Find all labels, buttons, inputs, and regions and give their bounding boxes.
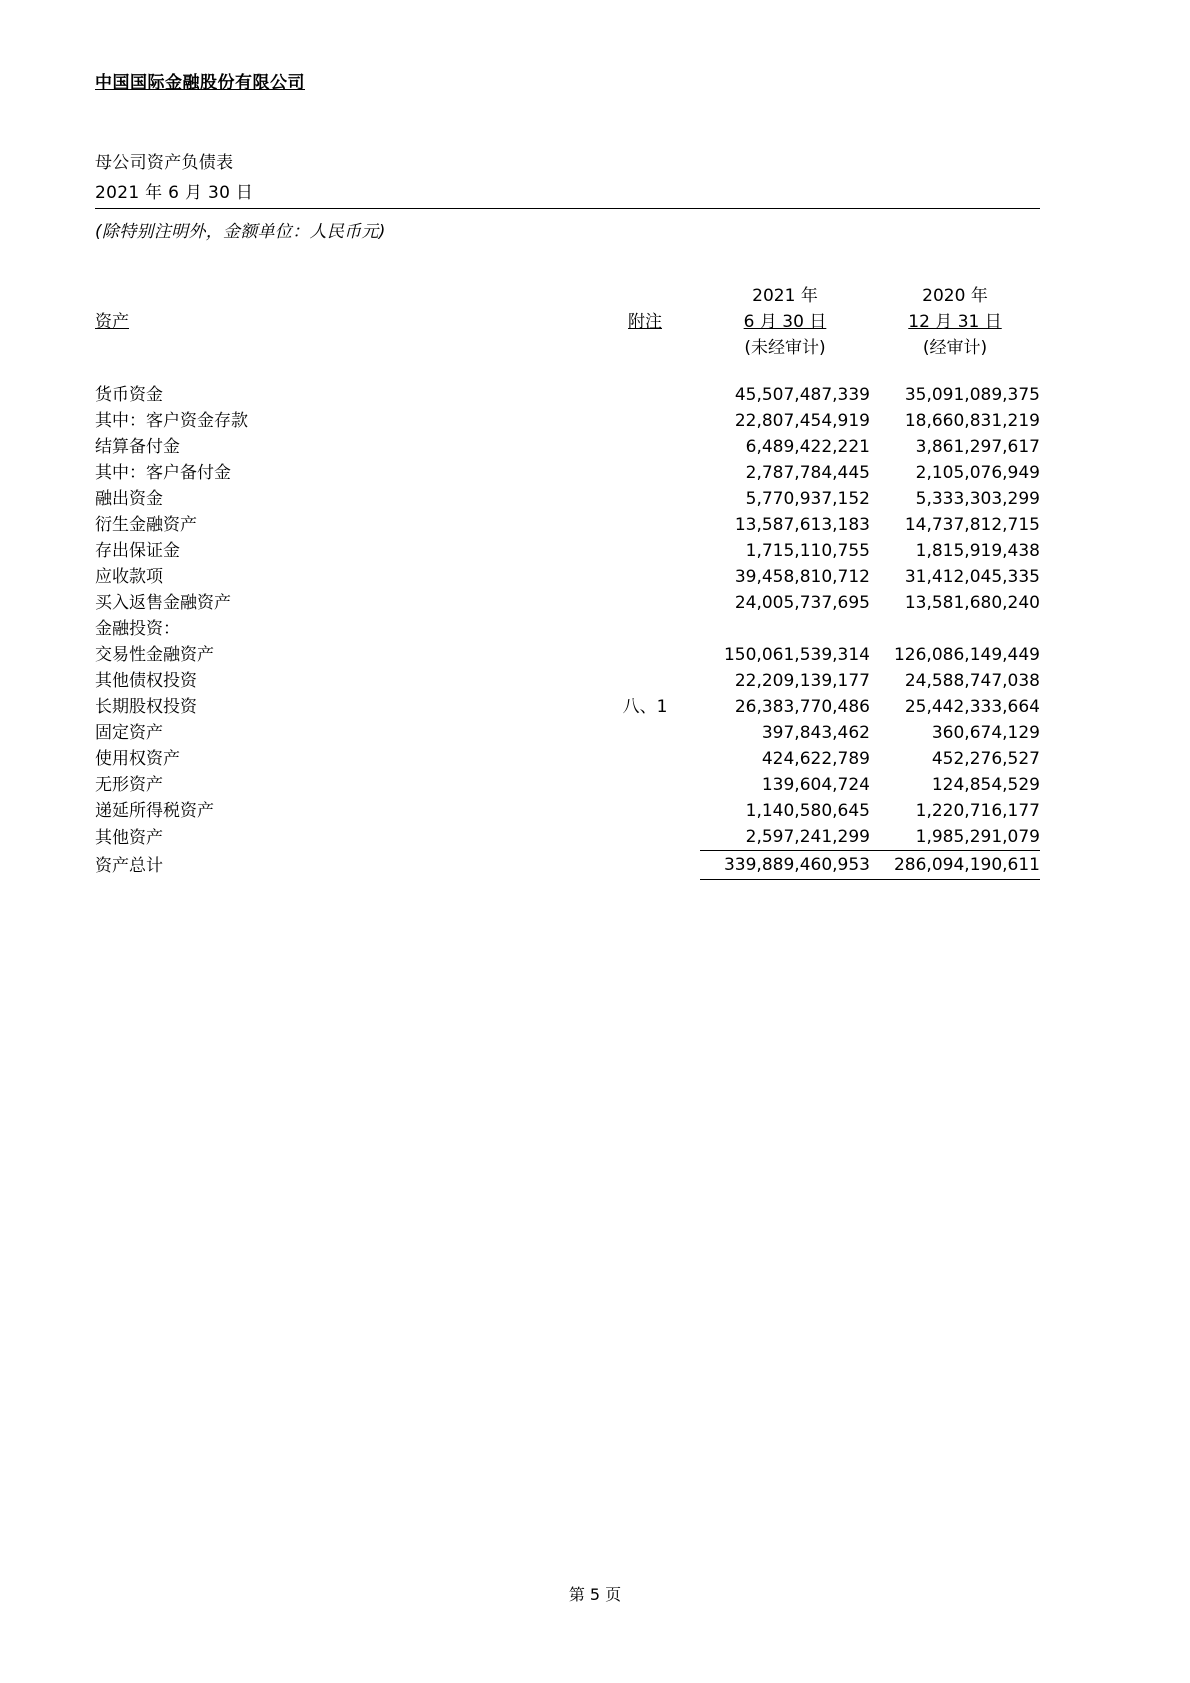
table-header-row-year [95, 280, 1040, 306]
row-value-current: 424,622,789 [761, 749, 870, 769]
header-spacer-note-2 [590, 332, 700, 358]
table-row [95, 824, 1040, 851]
page-title: 母公司资产负债表 [95, 153, 234, 173]
units-note: (除特别注明外，金额单位：人民币元) [95, 222, 386, 242]
row-value-previous: 1,220,716,177 [915, 801, 1040, 821]
header-prev-date: 12 月 31 日 [908, 312, 1002, 332]
header-prev-audit: (经审计) [922, 338, 988, 358]
report-date: 2021 年 6 月 30 日 [95, 178, 1040, 209]
header-current-date: 6 月 30 日 [743, 312, 827, 332]
table-row [95, 720, 1040, 746]
row-value-current: 22,209,139,177 [734, 671, 870, 691]
row-value-current: 1,140,580,645 [745, 801, 870, 821]
row-note: 八、1 [622, 697, 668, 717]
row-value-current: 6,489,422,221 [745, 437, 870, 457]
row-note [590, 746, 700, 772]
table-row [95, 668, 1040, 694]
row-value-current: 5,770,937,152 [745, 489, 870, 509]
row-note [590, 460, 700, 486]
row-value-previous: 3,861,297,617 [915, 437, 1040, 457]
row-note [590, 668, 700, 694]
company-name: 中国国际金融股份有限公司 [95, 73, 305, 93]
row-value-previous: 286,094,190,611 [870, 851, 1040, 880]
row-label: 货币资金 [95, 385, 163, 405]
row-value-previous: 126,086,149,449 [893, 645, 1040, 665]
table-row [95, 564, 1040, 590]
row-value-current: 45,507,487,339 [734, 385, 870, 405]
table-header-row-date [95, 306, 1040, 332]
table-row [95, 460, 1040, 486]
row-value-previous: 2,105,076,949 [915, 463, 1040, 483]
table-row [95, 382, 1040, 408]
row-label: 其中：客户资金存款 [95, 411, 248, 431]
row-value-current: 2,787,784,445 [745, 463, 870, 483]
row-label: 融出资金 [95, 489, 163, 509]
header-current-audit: (未经审计) [744, 338, 826, 358]
row-label: 长期股权投资 [95, 697, 197, 717]
header-spacer-note [590, 280, 700, 306]
table-header-row-audit [95, 332, 1040, 358]
table-row [95, 590, 1040, 616]
row-label: 其中：客户备付金 [95, 463, 231, 483]
row-value-previous: 1,815,919,438 [915, 541, 1040, 561]
header-current-year: 2021 年 [752, 286, 818, 306]
row-value-previous: 24,588,747,038 [904, 671, 1040, 691]
table-row [95, 798, 1040, 824]
row-note [590, 720, 700, 746]
row-value-previous: 360,674,129 [931, 723, 1040, 743]
row-note [590, 434, 700, 460]
row-note [590, 408, 700, 434]
row-note [590, 382, 700, 408]
row-value-previous: 5,333,303,299 [915, 489, 1040, 509]
row-value-current: 22,807,454,919 [734, 411, 870, 431]
header-prev-year: 2020 年 [922, 286, 988, 306]
table-row [95, 746, 1040, 772]
row-label: 其他资产 [95, 827, 163, 848]
row-note [590, 590, 700, 616]
row-value-current: 397,843,462 [761, 723, 870, 743]
row-value-previous: 13,581,680,240 [904, 593, 1040, 613]
row-value-previous: 14,737,812,715 [904, 515, 1040, 535]
row-note [590, 512, 700, 538]
row-label: 应收款项 [95, 567, 163, 587]
row-value-previous: 1,985,291,079 [915, 827, 1040, 847]
row-label: 递延所得税资产 [95, 801, 214, 821]
table-row [95, 434, 1040, 460]
row-value-current: 139,604,724 [761, 775, 870, 795]
table-spacer-row [95, 358, 1040, 382]
header-note-label: 附注 [628, 312, 662, 332]
row-value-previous: 452,276,527 [931, 749, 1040, 769]
row-value-current: 150,061,539,314 [723, 645, 870, 665]
row-label: 固定资产 [95, 723, 163, 743]
table-row [95, 642, 1040, 668]
row-value-previous: 18,660,831,219 [904, 411, 1040, 431]
table-body [95, 280, 1040, 880]
table-row [95, 538, 1040, 564]
row-value-previous: 124,854,529 [931, 775, 1040, 795]
row-label: 存出保证金 [95, 541, 180, 561]
row-value-current: 13,587,613,183 [734, 515, 870, 535]
row-value-current [700, 616, 870, 642]
row-value-previous: 25,442,333,664 [904, 697, 1040, 717]
row-label: 交易性金融资产 [95, 645, 214, 665]
row-note [590, 486, 700, 512]
balance-sheet-table [95, 280, 1040, 880]
header-spacer-2 [95, 332, 590, 358]
row-value-current: 26,383,770,486 [734, 697, 870, 717]
table-row [95, 408, 1040, 434]
row-value-previous [870, 616, 1040, 642]
header-spacer [95, 280, 590, 306]
row-note [590, 538, 700, 564]
row-note [590, 824, 700, 851]
row-value-current: 39,458,810,712 [734, 567, 870, 587]
row-value-previous: 35,091,089,375 [904, 385, 1040, 405]
row-label: 金融投资： [95, 619, 180, 639]
table-row [95, 694, 1040, 720]
table-row [95, 616, 1040, 642]
table-row [95, 486, 1040, 512]
row-note [590, 851, 700, 880]
row-note [590, 616, 700, 642]
row-label: 衍生金融资产 [95, 515, 197, 535]
row-label: 资产总计 [95, 855, 163, 876]
row-note [590, 564, 700, 590]
row-value-current: 24,005,737,695 [734, 593, 870, 613]
row-note [590, 772, 700, 798]
row-label: 使用权资产 [95, 749, 180, 769]
header-assets-label: 资产 [95, 312, 129, 332]
row-value-current: 339,889,460,953 [700, 851, 870, 880]
table-row [95, 772, 1040, 798]
row-value-current: 1,715,110,755 [745, 541, 870, 561]
row-note [590, 642, 700, 668]
row-value-previous: 31,412,045,335 [904, 567, 1040, 587]
table-total-row [95, 851, 1040, 880]
table-row [95, 512, 1040, 538]
page-footer: 第 5 页 [568, 1585, 622, 1604]
row-label: 其他债权投资 [95, 671, 197, 691]
row-label: 无形资产 [95, 775, 163, 795]
row-label: 买入返售金融资产 [95, 593, 231, 613]
row-label: 结算备付金 [95, 437, 180, 457]
row-value-current: 2,597,241,299 [745, 827, 870, 847]
row-note [590, 798, 700, 824]
